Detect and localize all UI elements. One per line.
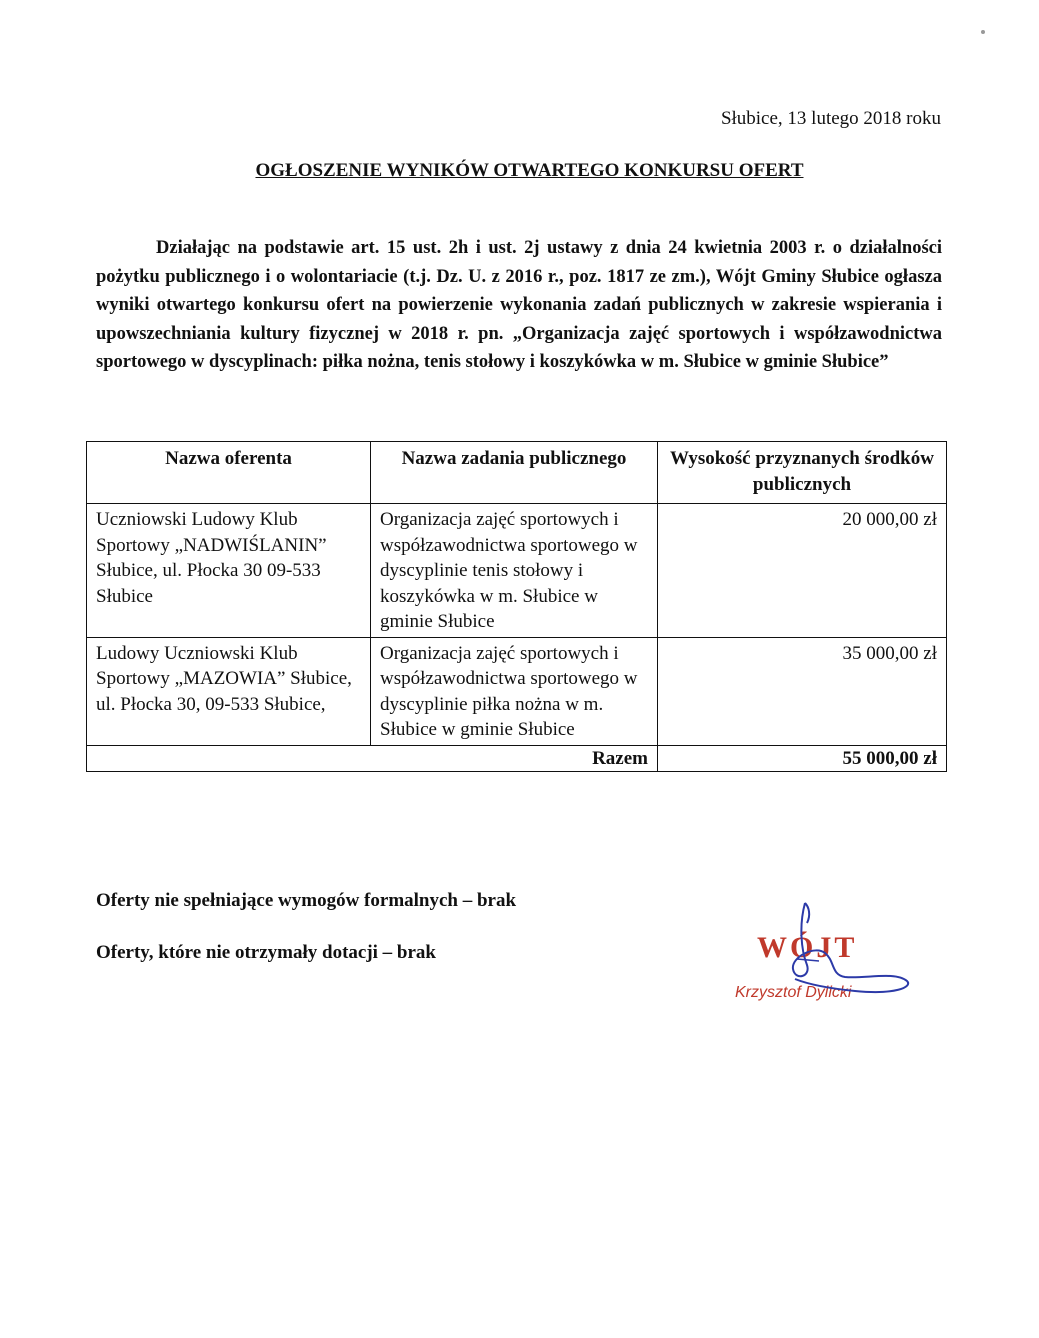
total-label: Razem [87, 745, 658, 772]
header-offeror: Nazwa oferenta [87, 442, 371, 504]
table-row [87, 504, 947, 638]
document-title: OGŁOSZENIE WYNIKÓW OTWARTEGO KONKURSU OFERT [255, 160, 804, 181]
total-row [87, 745, 947, 772]
intro-paragraph: Działając na podstawie art. 15 ust. 2h i ust. 2j ustawy z dnia 24 kwietnia 2003 r. o działalności pożytku publicznego i o wolontariacie (t.j. Dz. U. z 2016 r., poz. 1817 ze zm.), Wójt Gminy Słubice ogłasza wyniki otwartego konkursu ofert na powierzenie wykonania zadań publicznych w zakresie wspierania i upowszechniania kultury fizycznej w 2018 r. pn. „Organizacja zajęć sportowych i współzawodnictwa sportowego w dyscyplinach: piłka nożna, tenis stołowy i koszykówka w m. Słubice w gminie Słubice” [96, 238, 942, 372]
offeror-cell: Uczniowski Ludowy Klub Sportowy „NADWIŚLANIN” Słubice, ul. Płocka 30 09-533 Słubice [87, 504, 371, 638]
scan-speck [981, 30, 985, 34]
task-cell: Organizacja zajęć sportowych i współzawodnictwa sportowego w dyscyplinie piłka nożna w m. Słubice w gminie Słubice [371, 637, 658, 745]
signature-icon [735, 895, 925, 1015]
table-header-row [87, 442, 947, 504]
note-no-grant: Oferty, które nie otrzymały dotacji – brak [96, 942, 436, 963]
header-amount: Wysokość przyznanych środków publicznych [658, 442, 947, 504]
note-formal: Oferty nie spełniające wymogów formalnych – brak [96, 890, 517, 911]
table-row [87, 637, 947, 745]
results-table [86, 441, 947, 772]
stamp-title: WÓJT [757, 931, 858, 964]
official-stamp [735, 895, 925, 1015]
place-date: Słubice, 13 lutego 2018 roku [720, 108, 941, 129]
stamp-name: Krzysztof Dylicki [735, 984, 852, 1001]
offeror-cell: Ludowy Uczniowski Klub Sportowy „MAZOWIA” Słubice, ul. Płocka 30, 09-533 Słubice, [87, 637, 371, 745]
amount-cell: 20 000,00 zł [658, 504, 947, 638]
header-task: Nazwa zadania publicznego [371, 442, 658, 504]
task-cell: Organizacja zajęć sportowych i współzawodnictwa sportowego w dyscyplinie tenis stołowy i koszykówka w m. Słubice w gminie Słubice [371, 504, 658, 638]
amount-cell: 35 000,00 zł [658, 637, 947, 745]
total-amount: 55 000,00 zł [658, 745, 947, 772]
